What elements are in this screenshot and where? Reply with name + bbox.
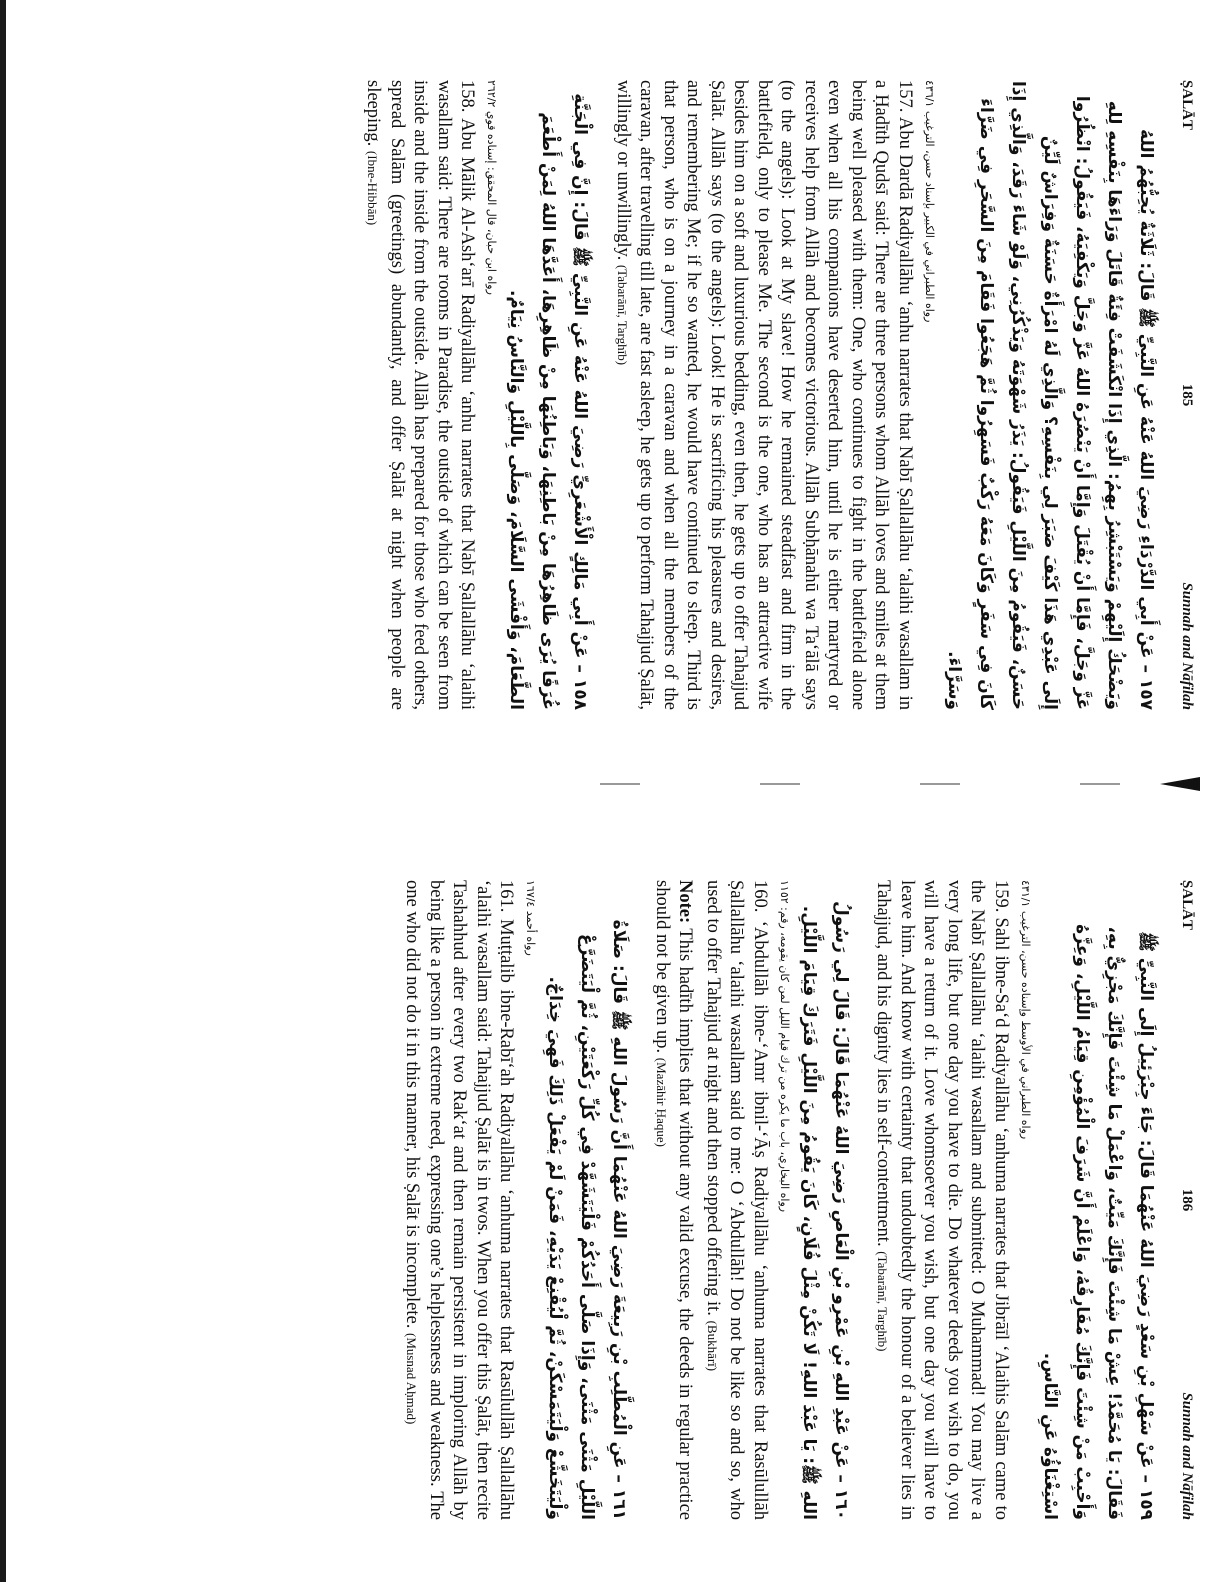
note-text: This hadīth implies that without any valid excuse, the deeds in regular practice should not be given up. bbox=[652, 880, 696, 1520]
translation-text: 159. Sahl ibne-Sa‘d Radiyallāhu ‘anhuma narrates that Jibrāīl ‘Alaihis Salām came to the Nabī Ṣallallāhu ‘alaihi wasallam and submitted: O Muhammad! You may live a very long life, but one day you have to die. Do whatever deeds you wish to do, you will have a return of it. Love whomsoever you wish, but one day you will have to leave him. And know with certainty that undoubtedly the honour of a believer lies in Tahajjud, and his dignity lies in self-contentment. bbox=[873, 880, 1011, 1520]
running-head-left: ṢALĀT bbox=[1179, 880, 1195, 931]
running-head bbox=[1175, 80, 1195, 710]
arabic-reference: رواه الطبراني في الأوسط وإسناده حسن، الترغيب ٤٣١/١ bbox=[1019, 880, 1032, 1140]
arabic-text: ١٥٨ – عَنْ أَبِي مَالِكٍ الْأَشْعَرِيِّ رَضِيَ اللهُ عَنْهُ عَنِ النَّبِيِّ ﷺ قَالَ: إِنَّ فِي الْجَنَّةِ غُرَفًا يُرَى ظَاهِرُهَا مِنْ بَاطِنِهَا، وَبَاطِنُهَا مِنْ ظَاهِرِهَا، أَعَدَّهَا اللهُ لِمَنْ أَطْعَمَ الطَّعَامَ، وَأَفْشَى السَّلَامَ، وَصَلَّى بِاللَّيْلِ وَالنَّاسُ نِيَامٌ. bbox=[506, 93, 591, 710]
arabic-reference: رواه الطبراني في الكبير بإسناد حسن، الترغيب ٤٣٦/١ bbox=[923, 80, 936, 323]
english-translation bbox=[361, 80, 479, 710]
english-translation bbox=[701, 880, 772, 1520]
arabic-text: ١٦١ – عَنِ الْمُطَّلِبِ بْنِ رَبِيعَةَ رَضِيَ اللهُ عَنْهُمَا أَنَّ رَسُولَ اللهِ ﷺ قَالَ: صَلَاةُ اللَّيْلِ مَثْنَى مَثْنَى، وَإِذَا صَلَّى أَحَدُكُمْ فَلْيَتَشَهَّدْ فِي كُلِّ رَكْعَتَيْنِ، ثُمَّ لْيَتَضَرَّعْ وَلْيَتَخَشَّعْ وَلْيَتَمَسْكَنْ، ثُمَّ لْيُقْنِعْ يَدَيْهِ، فَمَنْ لَمْ يَفْعَلْ ذَلِكَ فَهِيَ خِدَاجٌ. bbox=[545, 919, 630, 1520]
hadith-159 bbox=[871, 880, 1162, 1520]
source: (Tabarānī, Targhīb) bbox=[615, 264, 630, 366]
page-number: 185 bbox=[1179, 383, 1195, 407]
page-content bbox=[347, 80, 1162, 710]
hadith-158 bbox=[361, 80, 597, 710]
page-185 bbox=[0, 40, 1220, 730]
source: (Ibne-Hibbān) bbox=[365, 150, 381, 226]
running-head-right: Sunnah and Nāfilah bbox=[1179, 1392, 1195, 1520]
translation-text: 160. ‘Abdullāh ibne-‘Amr ibnil-‘Āṣ Radiyallāhu ‘anhuma narrates that Rasūlullāh Ṣallallāhu ‘alaihi wasallam said to me: O ‘Abdullāh! Do not be like so and so, who used to offer Tahajjud at night and then stopped offering it. bbox=[703, 880, 770, 1520]
english-translation bbox=[400, 880, 518, 1520]
arabic-reference: رواه أحمد ١٦٧/٤ bbox=[524, 880, 538, 956]
note-label: Note: bbox=[675, 880, 696, 924]
arabic-text: ١٥٩ – عَنْ سَهْلِ بْنِ سَعْدٍ رَضِيَ اللهُ عَنْهُمَا قَالَ: جَاءَ جِبْرَئِيلُ إِلَى النَّبِيِّ ﷺ فَقَالَ: يَا مُحَمَّدُ! عِشْ مَا شِئْتَ فَإِنَّكَ مَيِّتٌ، وَاعْمَلْ مَا شِئْتَ فَإِنَّكَ مَجْزِيٌّ بِهِ، وَأَحْبِبْ مَنْ شِئْتَ فَإِنَّكَ مُفَارِقُهُ، وَاعْلَمْ أَنَّ شَرَفَ الْمُؤْمِنِ قِيَامُ اللَّيْلِ، وَعِزَّهُ اسْتِغْنَاؤُهُ عَنِ النَّاسِ. bbox=[1040, 924, 1156, 1520]
hadith-160 bbox=[650, 880, 858, 1520]
book-spine-mark bbox=[600, 777, 1200, 791]
arabic-reference: رواه ابن حبان، قال المحقق: إسناده قوي ٢٦٢/٢ bbox=[485, 80, 499, 295]
translation-text: 158. Abu Mālik Al-Ash‘arī Radiyallāhu ‘anhu narrates that Nabī Ṣallallāhu ‘alaihi wasallam said: There are rooms in Paradise, the outside of which can be seen from inside and the inside from the outside. Allāh has prepared for those who feed others, spread Salām (greetings) abundantly, and offer Ṣalāt at night when people are sleeping. bbox=[363, 80, 478, 710]
translation-text: 157. Abu Dardā Radiyallāhu ‘anhu narrates that Nabī Ṣallallāhu ‘alaihi wasallam in a Ḥadīth Qudsī said: There are three persons whom Allāh loves and smiles at them being well pleased with them: One, who continues to fight in the battlefield alone even when all his companions have deserted him, until he is either martyred or receives help from Allāh and becomes victorious. Allāh Subḥānahū wa Ta‘ālā says (to the angels): Look at My slave! How he remained steadfast and firm in the battlefield, only to please Me. The second is the one, who has an attractive wife besides him on a soft and luxurious bedding, even then, he gets up to offer Tahajjud Ṣalāt. Allāh says (to the angels): Look! He is sacrificing his pleasures and desires, and remembering Me; if he so wanted, he would have continued to sleep. Third is that person, who is on a journey in a caravan and when all the members of the caravan, after travelling till late, are fast asleep, he gets up to perform Tahajjud Ṣalāt, willingly or unwillingly. bbox=[613, 80, 915, 710]
source: (Musnad Aḥmad) bbox=[404, 1332, 420, 1425]
page-186 bbox=[0, 840, 1220, 1540]
arabic-text: ١٥٧ – عَنْ أَبِي الدَّرْدَاءِ رَضِيَ اللهُ عَنْهُ عَنِ النَّبِيِّ ﷺ قَالَ: ثَلَاثَةٌ يُحِبُّهُمُ اللهُ وَيَضْحَكُ إِلَيْهِمْ وَيَسْتَبْشِرُ بِهِمُ: الَّذِي إِذَا انْكَشَفَتْ فِئَةٌ قَاتَلَ وَرَاءَهَا بِنَفْسِهِ لِلهِ عَزَّ وَجَلَّ، فَإِمَّا أَنْ يُقْتَلَ وَإِمَّا أَنْ يَنْصُرَهُ اللهُ عَزَّ وَجَلَّ وَيَكْفِيَهُ، فَيَقُولُ: انْظُرُوا إِلَى عَبْدِي هَذَا كَيْفَ صَبَرَ لِي بِنَفْسِهِ؟ وَالَّذِي لَهُ امْرَأَةٌ حَسَنَةٌ وَفِرَاشٌ لَيِّنٌ حَسَنٌ، فَيَقُومُ مِنَ اللَّيْلِ فَيَقُولُ: يَذَرُ شَهْوَتَهُ وَيَذْكُرُنِي، وَلَوْ شَاءَ رَقَدَ، وَالَّذِي إِذَا كَانَ فِي سَفَرٍ وَكَانَ مَعَهُ رَكْبٌ فَسَهِرُوا ثُمَّ هَجَعُوا فَقَامَ مِنَ السَّحَرِ فِي ضَرَّاءَ وَسَرَّاءَ. bbox=[944, 80, 1156, 710]
english-translation bbox=[871, 880, 1012, 1520]
running-head bbox=[1175, 880, 1195, 1520]
running-head-right: Sunnah and Nāfilah bbox=[1179, 582, 1195, 710]
page-number: 186 bbox=[1179, 1188, 1195, 1212]
page-content bbox=[386, 880, 1162, 1520]
hadith-161 bbox=[400, 880, 636, 1520]
hadith-157 bbox=[611, 80, 1163, 710]
source: (Tabarānī, Targhīb) bbox=[875, 1251, 891, 1352]
note bbox=[650, 880, 697, 1520]
arabic-text: ١٦٠ – عَنْ عَبْدِ اللهِ بْنِ عَمْرِو بْنِ الْعَاصِ رَضِيَ اللهُ عَنْهُمَا قَالَ: قَالَ لِي رَسُولُ اللهِ ﷺ: يَا عَبْدَ اللهِ! لَا تَكُنْ مِثْلَ فُلَانٍ، كَانَ يَقُومُ مِنَ اللَّيْلِ فَتَرَكَ قِيَامَ اللَّيْلِ. bbox=[799, 901, 851, 1520]
english-translation bbox=[611, 80, 917, 710]
translation-text: 161. Muṭṭalib ibne-Rabī‘ah Radiyallāhu ‘anhuma narrates that Rasūlullāh Ṣallallāhu ‘alaihi wasallam said: Tahajjud Ṣalāt is in twos. When you offer this Ṣalāt, then recite Tashahhud after every two Rak‘at and then remain persistent in imploring Allāh by being like a person in extreme need, expressing one’s helplessness and weakness. The one who did not do it in this manner, his Ṣalāt is incomplete. bbox=[402, 880, 517, 1520]
source: (Bukhārī) bbox=[705, 1320, 720, 1372]
note-source: (Mazāhir Ḥaque) bbox=[654, 1057, 669, 1147]
running-head-left: ṢALĀT bbox=[1179, 80, 1195, 131]
arabic-reference: رواه البخاري، باب ما يكره من ترك قيام الليل لمن كان يقومه، رقم: ١١٥٢ bbox=[778, 880, 791, 1213]
